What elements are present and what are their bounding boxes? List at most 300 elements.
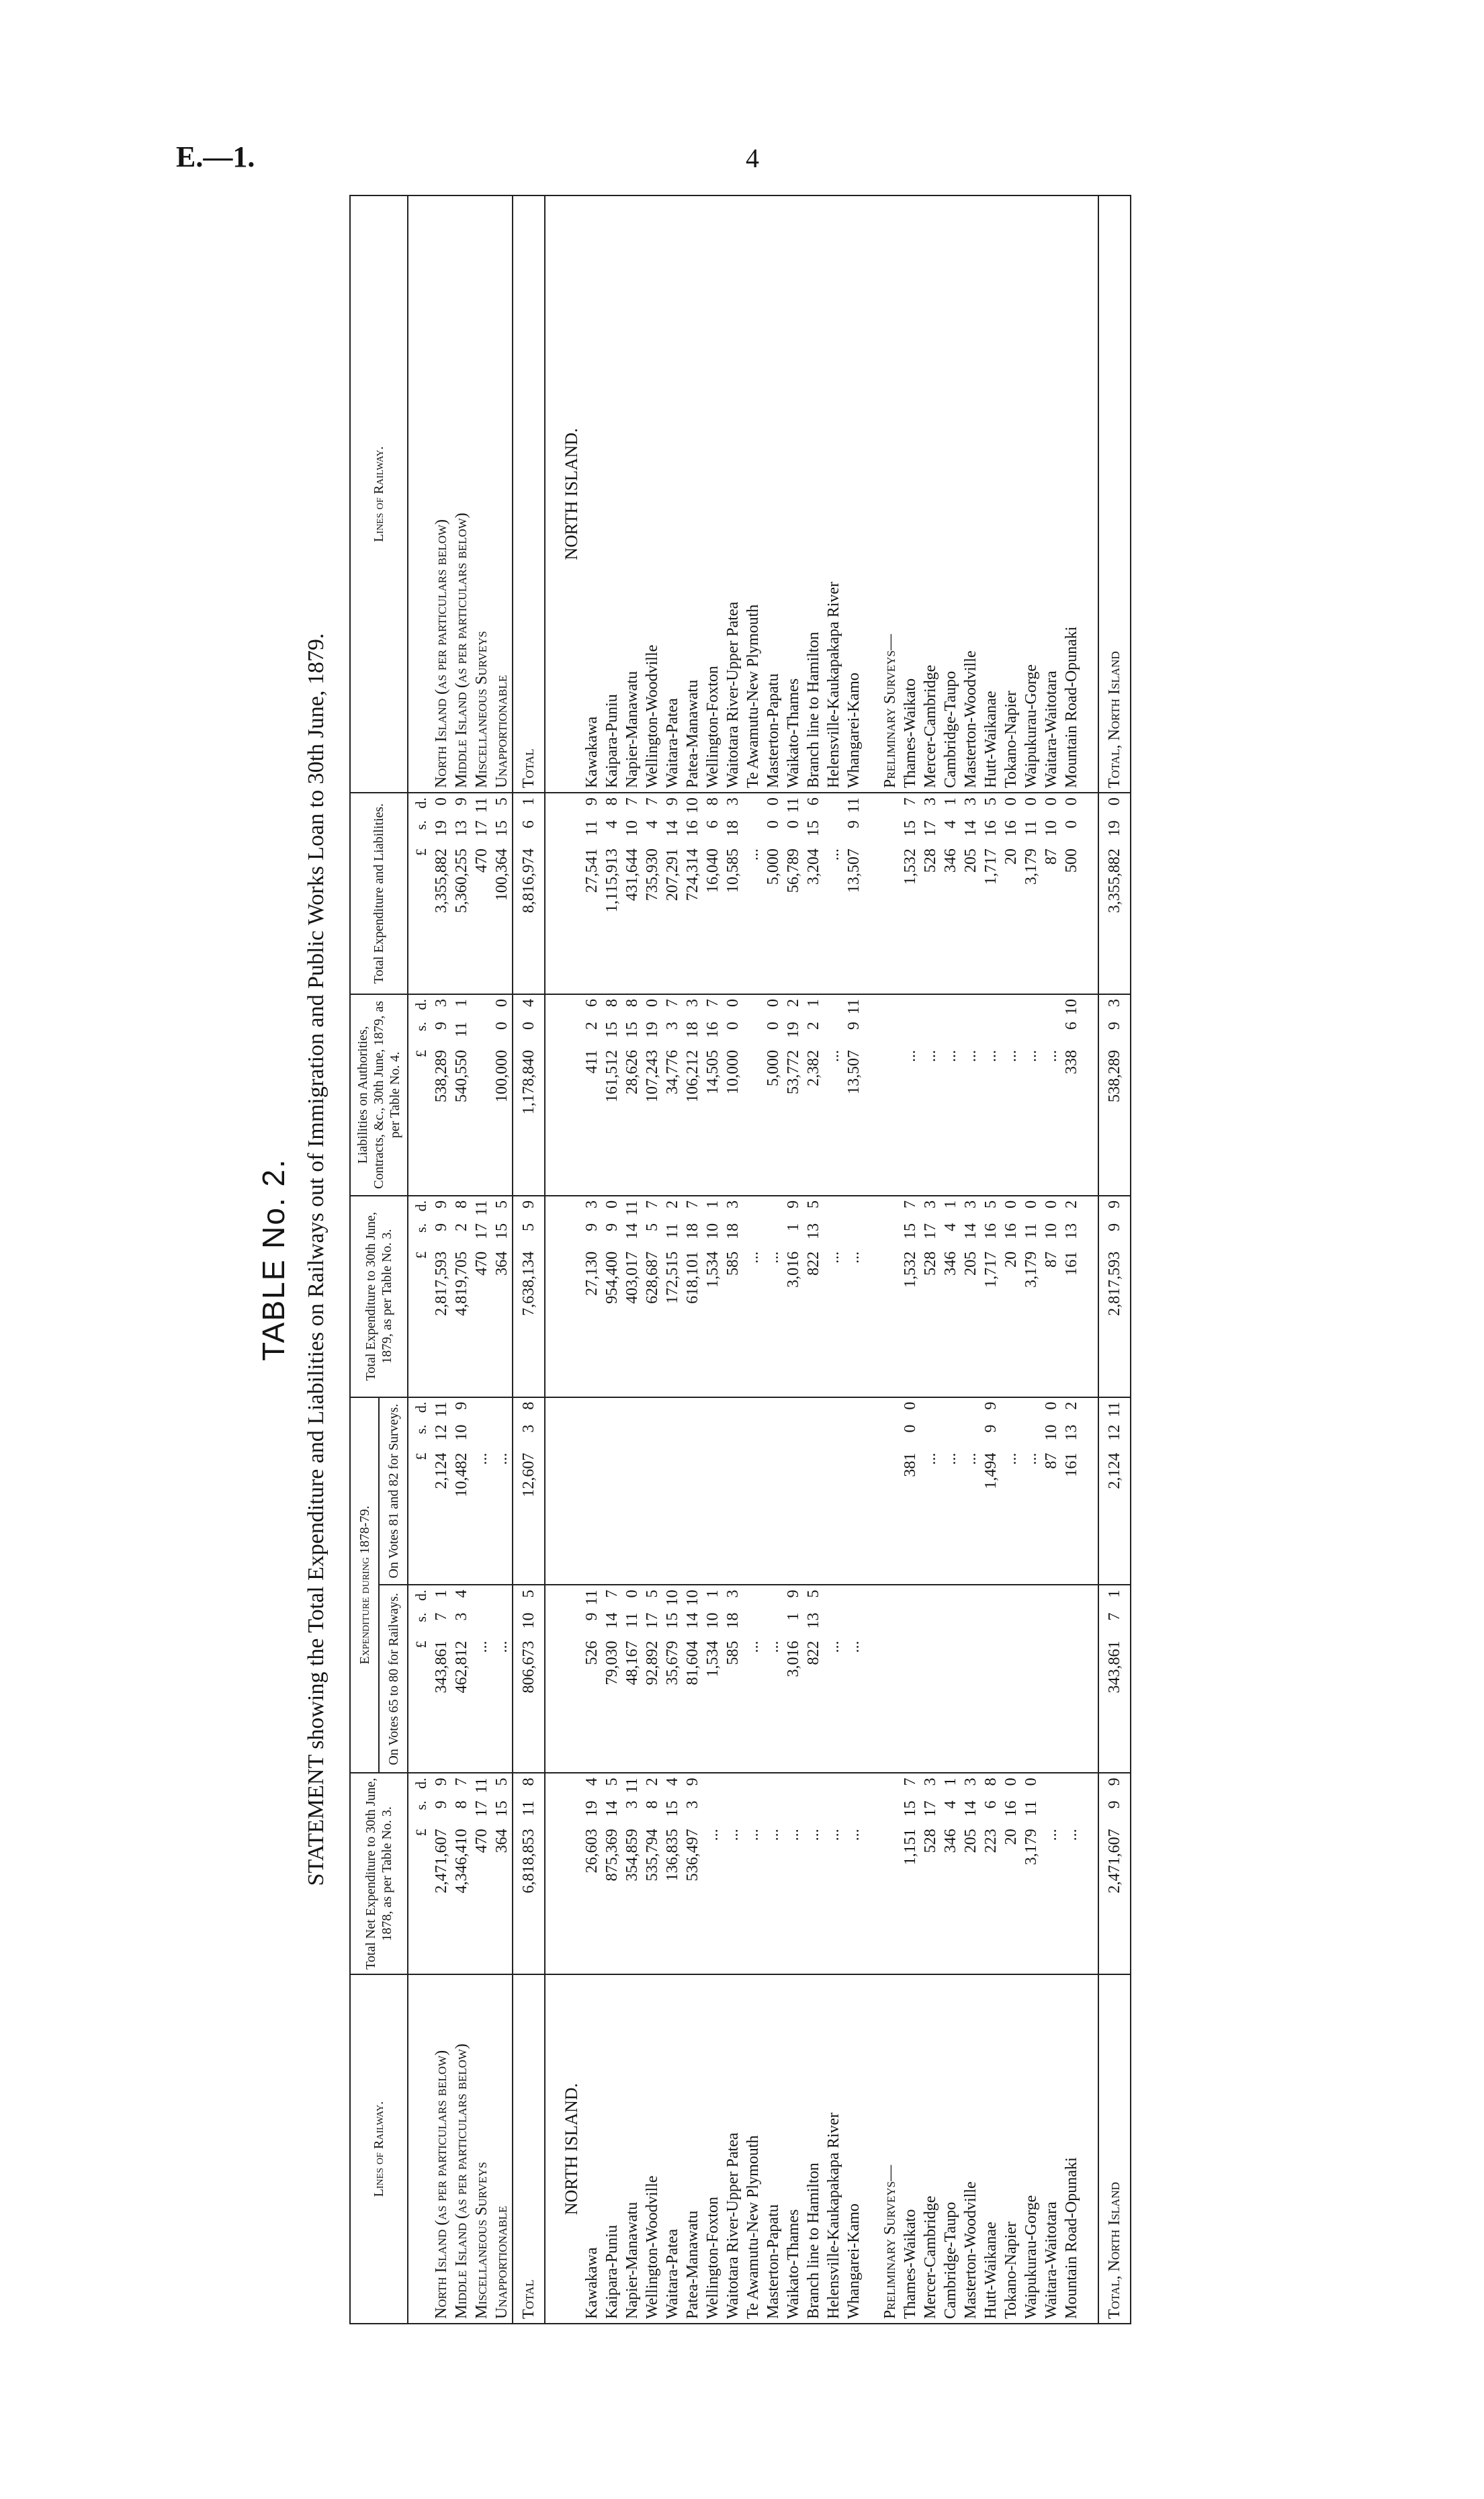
amount	[900, 1778, 920, 1970]
empty-cell	[562, 1196, 582, 1397]
preliminary-survey-row	[1041, 195, 1061, 2324]
amount-cell	[1041, 1585, 1061, 1773]
spacer-cell	[864, 994, 880, 1196]
amount	[844, 1200, 864, 1393]
amount-cell	[642, 1585, 662, 1773]
spacer-cell	[545, 994, 562, 1196]
amount	[1001, 797, 1021, 990]
pence	[824, 1778, 844, 1795]
north-island-row	[703, 195, 723, 2324]
shillings: 15	[902, 820, 919, 837]
amount-cell	[803, 994, 824, 1196]
pounds: 2,817,593	[433, 1251, 450, 1316]
amount	[431, 1778, 451, 1970]
line-name-right: Wellington-Foxton	[703, 195, 723, 793]
line-name-right: Waitotara River-Upper Patea	[723, 195, 743, 793]
empty-cell	[562, 994, 582, 1196]
amount-cell	[961, 994, 981, 1196]
pounds: 6,818,853	[520, 1829, 537, 1894]
amount	[743, 797, 763, 990]
amount-cell	[431, 793, 451, 994]
amount	[582, 1200, 602, 1393]
amount	[920, 999, 941, 1191]
shillings: 18	[724, 1223, 742, 1239]
shillings: 3	[623, 1800, 641, 1809]
shillings: 15	[603, 1021, 621, 1038]
section-heading-right: NORTH ISLAND.	[562, 195, 582, 793]
pence: 8	[623, 998, 641, 1007]
pounds: ...	[845, 1251, 863, 1264]
pounds: 431,644	[623, 848, 641, 902]
pounds: 462,812	[453, 1640, 470, 1694]
amount	[941, 999, 961, 1191]
shillings: 15	[805, 820, 822, 837]
pence: 1	[453, 998, 470, 1007]
amount-cell	[763, 1397, 783, 1585]
pence	[703, 1778, 723, 1795]
amount	[941, 1402, 961, 1581]
amount	[723, 797, 743, 990]
amount-cell	[981, 1397, 1001, 1585]
amount-cell	[1041, 1196, 1061, 1397]
shillings: 6	[520, 820, 537, 829]
pence: 0	[765, 797, 782, 806]
pence	[981, 999, 1001, 1016]
pounds: 4,819,705	[453, 1251, 470, 1316]
pounds: 205	[962, 1829, 979, 1853]
spacer-cell	[545, 793, 562, 994]
amount-cell	[513, 1196, 545, 1397]
pounds: 735,930	[644, 848, 661, 902]
pence: 11	[623, 1778, 641, 1794]
pounds: 34,776	[664, 1049, 681, 1094]
shillings	[1001, 1022, 1021, 1045]
shillings: 12	[1106, 1424, 1123, 1441]
pence: 3	[922, 1778, 939, 1786]
pounds: 500	[1063, 848, 1080, 873]
shillings: 6	[982, 1800, 1000, 1809]
pounds: ...	[825, 1829, 842, 1841]
north-island-row	[582, 195, 602, 2324]
shillings	[961, 1425, 981, 1448]
amount-cell	[920, 994, 941, 1196]
amount-cell	[844, 994, 864, 1196]
amount	[1061, 999, 1082, 1191]
pence: 0	[433, 797, 450, 806]
amount-cell	[941, 1196, 961, 1397]
pence	[824, 1200, 844, 1218]
amount	[642, 1200, 662, 1393]
header-lines-right: Lines of Railway.	[350, 195, 408, 793]
shillings: 15	[493, 820, 511, 837]
amount	[961, 797, 981, 990]
shillings: 6	[1063, 1021, 1080, 1030]
preliminary-survey-row	[981, 195, 1001, 2324]
amount	[1041, 797, 1061, 990]
table-body	[408, 195, 1131, 2324]
shillings: 3	[684, 1800, 701, 1809]
pounds: 1,178,840	[520, 1049, 537, 1114]
prelim-heading-row	[880, 195, 900, 2324]
amount	[602, 1590, 622, 1769]
shillings: 16	[1002, 820, 1020, 837]
line-name-right: Napier-Manawatu	[622, 195, 642, 793]
amount	[683, 797, 703, 990]
pounds: 470	[473, 848, 490, 873]
spacer-cell	[545, 1585, 562, 1773]
pounds: 535,794	[644, 1829, 661, 1882]
pence: 3	[724, 797, 742, 806]
amount-cell	[662, 1397, 683, 1585]
header-total-exp-liab: Total Expenditure and Liabilities.	[350, 793, 408, 994]
pounds: £	[412, 1452, 429, 1460]
line-name-right: Kawakawa	[582, 195, 602, 793]
line-name: Waikato-Thames	[783, 1974, 803, 2324]
line-name-right: Patea-Manawatu	[683, 195, 703, 793]
shillings: 14	[962, 1800, 979, 1817]
amount	[431, 999, 451, 1191]
pence: 0	[1106, 797, 1123, 806]
amount-cell	[582, 994, 602, 1196]
amount-cell	[844, 1196, 864, 1397]
amount-cell	[803, 1585, 824, 1773]
amount	[411, 1200, 431, 1393]
shillings: 12	[433, 1424, 450, 1441]
amount-cell	[662, 793, 683, 994]
amount	[763, 1200, 783, 1393]
shillings: 11	[664, 1223, 681, 1239]
expenditure-table	[349, 195, 1131, 2324]
pence: 11	[845, 797, 863, 814]
pence: 7	[704, 998, 722, 1007]
spacer-cell	[864, 1585, 880, 1773]
north-island-row	[783, 195, 803, 2324]
pounds: ...	[744, 1640, 762, 1653]
amount-cell	[1001, 1585, 1021, 1773]
shillings: 10	[704, 1612, 722, 1629]
amount	[961, 1200, 981, 1393]
pounds: ...	[493, 1452, 511, 1465]
line-name-right: Wellington-Woodville	[642, 195, 662, 793]
amount	[582, 797, 602, 990]
amount-cell	[703, 1773, 723, 1974]
pounds: ...	[1043, 1829, 1060, 1841]
amount	[1021, 1778, 1041, 1970]
shillings	[1001, 1425, 1021, 1448]
amount	[472, 1590, 492, 1769]
shillings: 13	[805, 1612, 822, 1629]
pence	[1041, 999, 1061, 1016]
shillings	[824, 1613, 844, 1636]
pence: 4	[520, 998, 537, 1007]
pence: d.	[412, 998, 429, 1010]
shillings: 4	[942, 1223, 959, 1231]
shillings: 15	[493, 1800, 511, 1817]
pounds: 364	[493, 1251, 511, 1276]
shillings: 9	[845, 1021, 863, 1030]
shillings: 15	[902, 1800, 919, 1817]
pounds: 528	[922, 848, 939, 873]
amount	[941, 1778, 961, 1970]
pounds: 346	[942, 1251, 959, 1276]
amount-cell	[472, 793, 492, 994]
shillings: 19	[583, 1800, 601, 1817]
amount	[703, 797, 723, 990]
pence: 0	[1002, 797, 1020, 806]
shillings: 3	[453, 1612, 470, 1621]
pence	[803, 1778, 824, 1795]
amount	[763, 1590, 783, 1769]
pounds: 343,861	[1106, 1640, 1123, 1694]
amount-cell	[582, 1397, 602, 1585]
amount	[723, 999, 743, 1191]
pounds: 1,534	[704, 1640, 722, 1677]
amount	[642, 999, 662, 1191]
pounds: 875,369	[603, 1829, 621, 1882]
pounds: 20	[1002, 1251, 1020, 1268]
shillings: 17	[473, 820, 490, 837]
shillings: 0	[520, 1021, 537, 1030]
amount	[662, 1590, 683, 1769]
shillings: 18	[684, 1223, 701, 1239]
shillings	[783, 1800, 803, 1823]
shillings	[981, 1022, 1001, 1045]
pence: 6	[583, 998, 601, 1007]
line-name: Mountain Road-Opunaki	[1061, 1974, 1082, 2324]
amount-cell	[513, 1585, 545, 1773]
pence: 8	[520, 1778, 537, 1786]
amount-cell	[472, 1397, 492, 1585]
amount-cell	[431, 1773, 451, 1974]
north-island-row	[743, 195, 763, 2324]
pounds: ...	[1022, 1049, 1040, 1062]
pounds: 1,532	[902, 1251, 919, 1288]
pence: 1	[942, 1778, 959, 1786]
line-name: Thames-Waikato	[900, 1974, 920, 2324]
amount	[844, 1590, 864, 1769]
shillings: 17	[922, 1800, 939, 1817]
amount-cell	[1041, 994, 1061, 1196]
amount-cell	[1098, 1773, 1131, 1974]
pence: 1	[1106, 1589, 1123, 1598]
amount-cell	[920, 1585, 941, 1773]
pounds: 8,816,974	[520, 848, 537, 914]
amount	[519, 1402, 539, 1581]
shillings: 11	[1022, 1800, 1040, 1816]
shillings: 14	[962, 820, 979, 837]
amount	[602, 1200, 622, 1393]
pence: 11	[1106, 1401, 1123, 1417]
pence: 5	[982, 1200, 1000, 1209]
amount	[411, 1778, 431, 1970]
pence	[1021, 999, 1041, 1016]
amount	[783, 999, 803, 1191]
pence: 2	[785, 998, 802, 1007]
amount-cell	[642, 793, 662, 994]
preliminary-survey-row	[1001, 195, 1021, 2324]
amount	[582, 999, 602, 1191]
amount	[519, 797, 539, 990]
line-name: Unapportionable	[492, 1974, 513, 2324]
shillings: 10	[1043, 1424, 1060, 1441]
amount	[492, 1402, 512, 1581]
pounds: 20	[1002, 848, 1020, 865]
pounds: ...	[493, 1640, 511, 1653]
shillings	[1041, 1022, 1061, 1045]
amount	[602, 999, 622, 1191]
pounds: ...	[473, 1640, 490, 1653]
pounds: 28,626	[623, 1049, 641, 1094]
pence: 9	[785, 1200, 802, 1209]
amount	[1104, 1590, 1125, 1769]
amount	[1021, 999, 1041, 1191]
shillings	[824, 1223, 844, 1246]
pence: 7	[684, 1200, 701, 1209]
pounds: ...	[942, 1049, 959, 1062]
amount	[431, 797, 451, 990]
amount	[703, 999, 723, 1191]
pounds: ...	[805, 1829, 822, 1841]
line-name: Miscellaneous Surveys	[472, 1974, 492, 2324]
spacer-cell	[1082, 994, 1098, 1196]
north-island-row	[763, 195, 783, 2324]
amount	[941, 1200, 961, 1393]
amount-cell	[492, 793, 513, 994]
pence	[743, 1778, 763, 1795]
amount	[920, 797, 941, 990]
amount-cell	[408, 1397, 431, 1585]
shillings: 16	[704, 1021, 722, 1038]
line-name: Middle Island (as per particulars below)	[451, 1974, 472, 2324]
spacer-row	[1082, 195, 1098, 2324]
amount-cell	[683, 1773, 703, 1974]
line-name-right: Middle Island (as per particulars below)	[451, 195, 472, 793]
pounds: 346	[942, 848, 959, 873]
spacer-cell	[864, 1397, 880, 1585]
amount-cell	[1061, 994, 1082, 1196]
pence	[941, 999, 961, 1016]
pence: 3	[922, 797, 939, 806]
shillings: 15	[493, 1223, 511, 1239]
north-total-row	[1098, 195, 1131, 2324]
pounds: 107,243	[644, 1049, 661, 1102]
amount	[1001, 1778, 1021, 1970]
amount-cell	[743, 793, 763, 994]
spacer-row	[864, 195, 880, 2324]
pence: d.	[412, 1200, 429, 1212]
amount-cell	[408, 994, 431, 1196]
amount	[920, 1402, 941, 1581]
amount-cell	[941, 1773, 961, 1974]
amount	[519, 1590, 539, 1769]
shillings	[743, 1223, 763, 1246]
amount-cell	[582, 793, 602, 994]
amount-cell	[662, 1196, 683, 1397]
north-island-row	[824, 195, 844, 2324]
spacer-cell	[545, 1196, 562, 1397]
amount	[683, 1200, 703, 1393]
amount-cell	[703, 994, 723, 1196]
shillings: 11	[1022, 1223, 1040, 1239]
pounds: 354,859	[623, 1829, 641, 1882]
pence: 11	[473, 1778, 490, 1794]
amount-cell	[743, 994, 763, 1196]
pence: 10	[684, 1589, 701, 1606]
pence: 9	[982, 1401, 1000, 1410]
shillings: s.	[412, 1800, 429, 1810]
pence: 2	[1063, 1401, 1080, 1410]
amount-cell	[472, 1773, 492, 1974]
amount-cell	[642, 994, 662, 1196]
amount-cell	[513, 994, 545, 1196]
amount-cell	[981, 1773, 1001, 1974]
amount	[492, 999, 512, 1191]
pounds: 3,179	[1022, 848, 1040, 885]
amount-cell	[1021, 994, 1041, 1196]
line-name: Wellington-Foxton	[703, 1974, 723, 2324]
amount-cell	[961, 1397, 981, 1585]
shillings: 5	[644, 1223, 661, 1231]
pence: 8	[520, 1401, 537, 1410]
pence: 9	[453, 797, 470, 806]
amount	[803, 1778, 824, 1970]
pence: d.	[412, 1589, 429, 1601]
pounds: ...	[922, 1452, 939, 1465]
shillings: 9	[433, 1800, 450, 1809]
header-lines: Lines of Railway.	[350, 1974, 408, 2324]
line-name: Masterton-Woodville	[961, 1974, 981, 2324]
pence: 0	[1002, 1778, 1020, 1786]
amount	[1104, 1778, 1125, 1970]
shillings	[824, 820, 844, 843]
amount-cell	[824, 1397, 844, 1585]
shillings: 9	[1106, 1800, 1123, 1809]
line-name: Waitotara River-Upper Patea	[723, 1974, 743, 2324]
line-name: Total, North Island	[1098, 1974, 1131, 2324]
pence: 9	[453, 1401, 470, 1410]
amount	[783, 1200, 803, 1393]
spacer-cell	[545, 1974, 562, 2324]
amount-cell	[981, 1585, 1001, 1773]
pence	[1001, 1402, 1021, 1419]
pence: 0	[765, 998, 782, 1007]
amount	[662, 1200, 683, 1393]
pounds: 53,772	[785, 1049, 802, 1094]
pounds: ...	[1002, 1452, 1020, 1465]
amount-cell	[662, 1585, 683, 1773]
amount-cell	[703, 1585, 723, 1773]
line-name: Kawakawa	[582, 1974, 602, 2324]
amount	[683, 1590, 703, 1769]
amount-cell	[1041, 1773, 1061, 1974]
spacer-cell	[1082, 1397, 1098, 1585]
pounds: 5,000	[765, 1049, 782, 1086]
amount	[1104, 797, 1125, 990]
pounds: 10,482	[453, 1452, 470, 1497]
preliminary-survey-row	[1021, 195, 1041, 2324]
pence: 9	[433, 1778, 450, 1786]
pounds: 56,789	[785, 848, 802, 893]
amount	[961, 1778, 981, 1970]
amount-cell	[1021, 1196, 1041, 1397]
amount-cell	[1001, 1196, 1021, 1397]
amount-cell	[622, 1397, 642, 1585]
pounds: ...	[902, 1049, 919, 1062]
amount	[451, 999, 472, 1191]
amount-cell	[1098, 1196, 1131, 1397]
shillings: 16	[1002, 1800, 1020, 1817]
pounds: £	[412, 1829, 429, 1837]
